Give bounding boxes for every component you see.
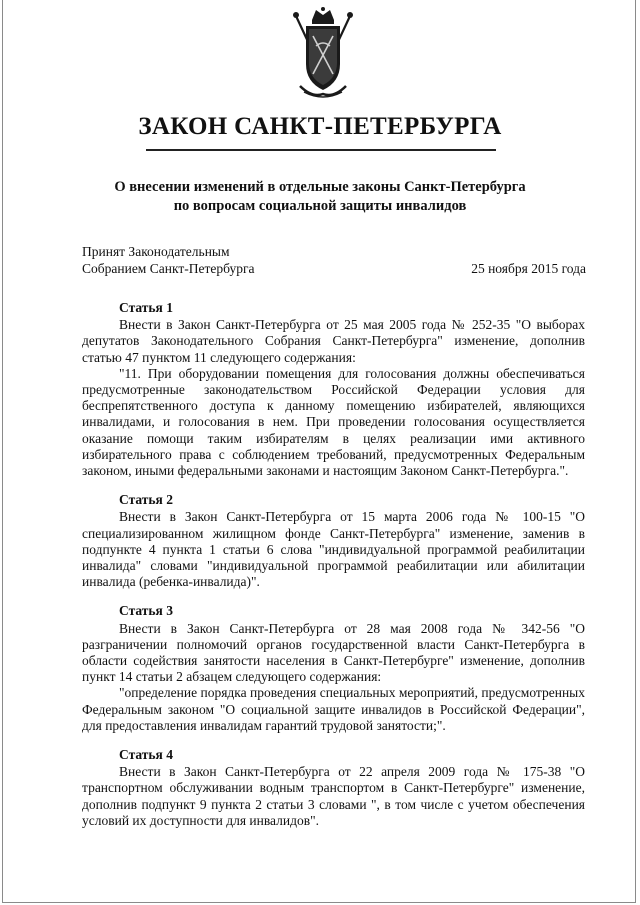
adoption-note bbox=[82, 243, 255, 277]
adoption-line-1: Принят Законодательным bbox=[82, 244, 230, 259]
article-paragraph: "определение порядка проведения специальных мероприятий, предусмотренных Федеральным законом "О социальной защите инвалидов в Российской Федерации", для предоставления инвалидам гарантий трудовой занятости;". bbox=[82, 685, 585, 733]
article-1 bbox=[82, 300, 585, 479]
article-2 bbox=[82, 492, 585, 590]
law-body bbox=[82, 300, 585, 842]
title-underline bbox=[146, 149, 496, 151]
subtitle-line-1: О внесении изменений в отдельные законы Санкт-Петербурга bbox=[114, 179, 526, 195]
article-4 bbox=[82, 747, 585, 829]
adoption-date: 25 ноября 2015 года bbox=[471, 261, 586, 276]
article-heading: Статья 2 bbox=[119, 492, 173, 508]
article-paragraph: Внести в Закон Санкт-Петербурга от 22 апреля 2009 года № 175-38 "О транспортном обслуживании водным транспортом в Санкт-Петербурге" изменение, дополнив подпункт 9 пункта 2 статьи 3 словами ", в том числе с учетом обеспечения условий их доступности для инвалидов". bbox=[82, 764, 585, 828]
law-subtitle bbox=[0, 178, 640, 216]
law-title: ЗАКОН САНКТ-ПЕТЕРБУРГА bbox=[138, 113, 502, 140]
article-paragraph: Внести в Закон Санкт-Петербурга от 15 марта 2006 года № 100-15 "О специализированном жилищном фонде Санкт-Петербурга" изменение, заменив в подпункте 4 пункта 1 статьи 6 слова "индивидуальной программой реабилитации инвалида" словами "индивидуальной программой реабилитации или абилитации инвалида (ребенка-инвалида)". bbox=[82, 509, 585, 590]
article-heading: Статья 3 bbox=[119, 603, 173, 619]
article-3 bbox=[82, 603, 585, 734]
article-heading: Статья 4 bbox=[119, 747, 173, 763]
article-paragraph: Внести в Закон Санкт-Петербурга от 25 мая 2005 года № 252-35 "О выборах депутатов Законодательного Собрания Санкт-Петербурга" изменение, дополнив статью 47 пунктом 11 следующего содержания: bbox=[82, 317, 585, 365]
article-heading: Статья 1 bbox=[119, 300, 173, 315]
coat-of-arms-icon bbox=[292, 6, 354, 102]
subtitle-line-2: по вопросам социальной защиты инвалидов bbox=[173, 198, 467, 214]
adoption-line-2: Собранием Санкт-Петербурга bbox=[82, 261, 255, 276]
article-paragraph: "11. При оборудовании помещения для голосования должны обеспечиваться предусмотренные законодательством Российской Федерации условия для беспрепятственного доступа к данному помещению избирателей, являющихся инвалидами, и голосования в нем. При проведении голосования осуществляется оказание помощи таким избирателям в целях реализации ими активного избирательного права с соблюдением требований, предусмотренных Федеральным законом, иными федеральными законами и настоящим Законом Санкт-Петербурга.". bbox=[82, 365, 585, 479]
article-paragraph: Внести в Закон Санкт-Петербурга от 28 мая 2008 года № 342-56 "О разграничении полномочий органов государственной власти Санкт-Петербурга в области содействия занятости населения в Санкт-Петербурге" изменение, дополнив пункт 14 статьи 2 абзацем следующего содержания: bbox=[82, 620, 585, 685]
